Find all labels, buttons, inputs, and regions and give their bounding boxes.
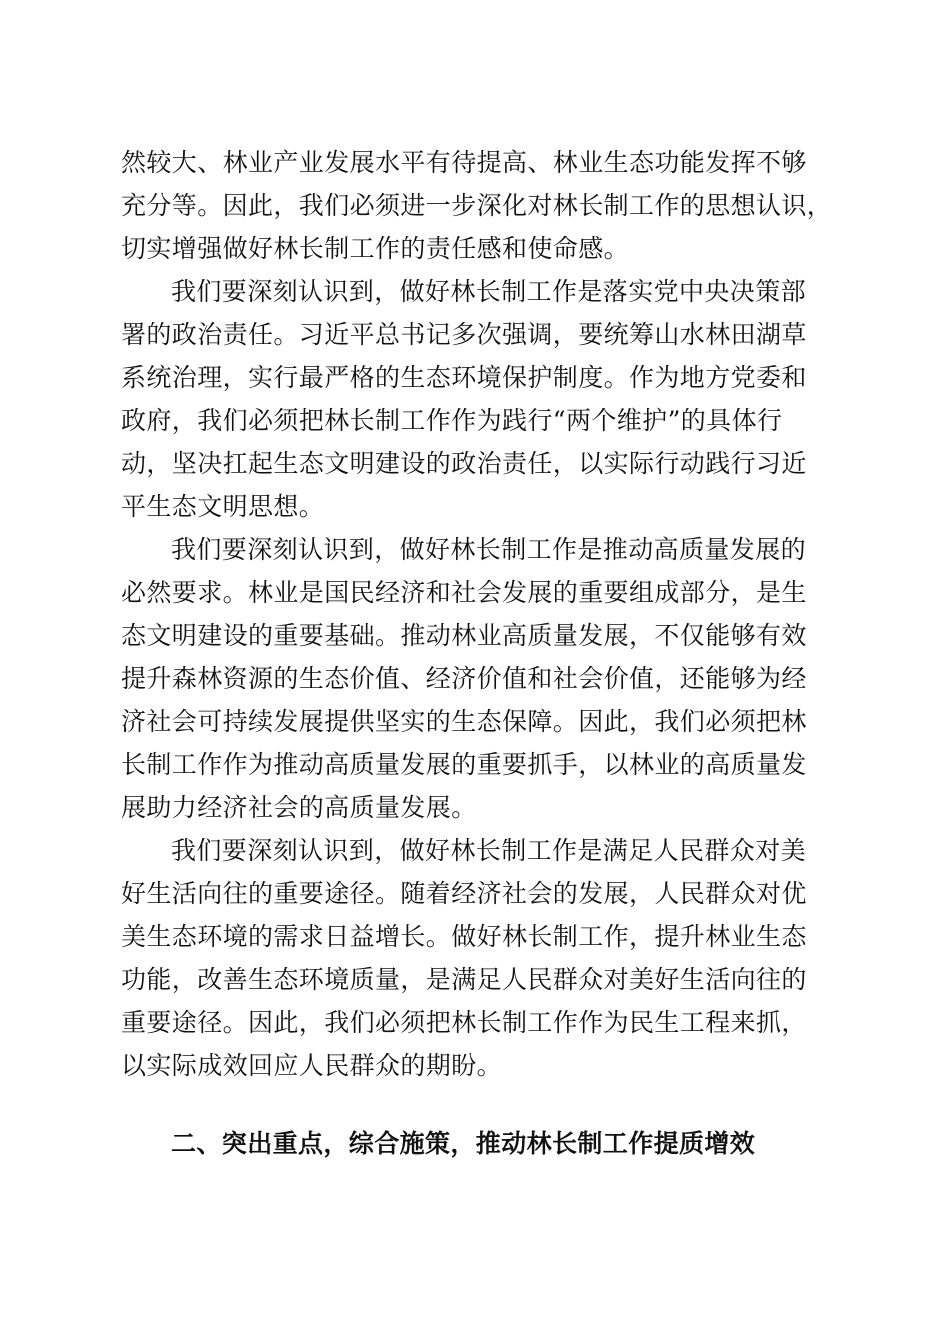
text-line: 长制工作作为推动高质量发展的重要抓手，以林业的高质量发 [121,750,807,779]
text-line: 我们要深刻认识到，做好林长制工作是推动高质量发展的 [171,535,807,564]
section-heading: 二、突出重点，综合施策，推动林长制工作提质增效 [171,1129,756,1158]
text-line: 我们要深刻认识到，做好林长制工作是满足人民群众对美 [171,836,807,865]
text-line: 然较大、林业产业发展水平有待提高、林业生态功能发挥不够 [121,148,807,177]
text-line: 动，坚决扛起生态文明建设的政治责任，以实际行动践行习近 [121,449,807,478]
text-line: 功能，改善生态环境质量，是满足人民群众对美好生活向往的 [121,965,807,994]
document-body [121,141,831,1087]
text-line: 政府，我们必须把林长制工作作为践行“两个维护”的具体行 [121,406,783,435]
paragraph [121,270,831,528]
text-line: 提升森林资源的生态价值、经济价值和社会价值，还能够为经 [121,664,807,693]
text-line: 美生态环境的需求日益增长。做好林长制工作，提升林业生态 [121,922,807,951]
text-line: 我们要深刻认识到，做好林长制工作是落实党中央决策部 [171,277,807,306]
text-line: 切实增强做好林长制工作的责任感和使命感。 [121,234,630,263]
text-line: 展助力经济社会的高质量发展。 [121,793,477,822]
paragraph [121,829,831,1087]
text-line: 署的政治责任。习近平总书记多次强调，要统筹山水林田湖草 [121,320,807,349]
text-line: 充分等。因此，我们必须进一步深化对林长制工作的思想认识， [121,191,833,220]
text-line: 重要途径。因此，我们必须把林长制工作作为民生工程来抓， [121,1008,807,1037]
text-line: 必然要求。林业是国民经济和社会发展的重要组成部分，是生 [121,578,807,607]
text-line: 好生活向往的重要途径。随着经济社会的发展，人民群众对优 [121,879,807,908]
paragraph [121,528,831,829]
text-line: 济社会可持续发展提供坚实的生态保障。因此，我们必须把林 [121,707,807,736]
text-line: 态文明建设的重要基础。推动林业高质量发展，不仅能够有效 [121,621,807,650]
text-line: 系统治理，实行最严格的生态环境保护制度。作为地方党委和 [121,363,807,392]
paragraph [121,141,831,270]
text-line: 以实际成效回应人民群众的期盼。 [121,1051,503,1080]
text-line: 平生态文明思想。 [121,492,325,521]
